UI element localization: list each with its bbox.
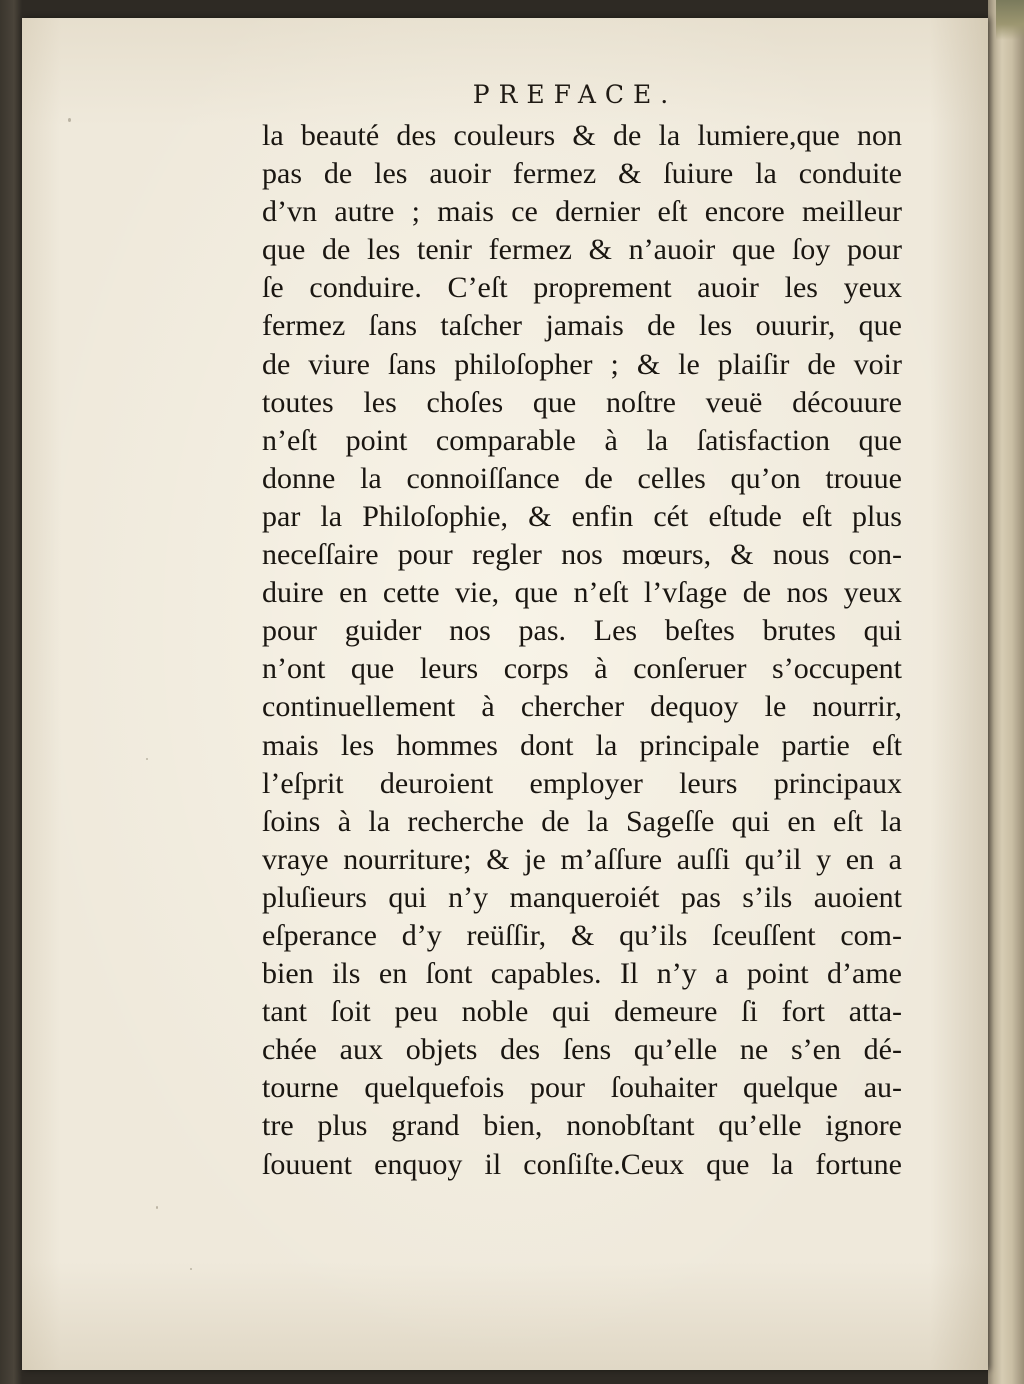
- text-line: n’ont que leurs corps à conſeruer s’occupent: [262, 652, 902, 686]
- text-line: pour guider nos pas. Les beſtes brutes qui: [262, 614, 902, 648]
- text-line: eſperance d’y reüſſir, & qu’ils ſceuſſent com-: [262, 918, 902, 952]
- binding-ribbon: [996, 0, 1024, 40]
- text-line: tre plus grand bien, nonobſtant qu’elle ignore: [262, 1109, 902, 1143]
- text-line: ſoins à la recherche de la Sageſſe qui en eſt la: [262, 804, 902, 838]
- body-text: [262, 117, 902, 1184]
- text-line: d’vn autre ; mais ce dernier eſt encore meilleur: [262, 195, 902, 229]
- text-line: tant ſoit peu noble qui demeure ſi fort atta-: [262, 995, 902, 1029]
- text-line: vraye nourriture; & je m’aſſure auſſi qu’il y en a: [262, 842, 902, 876]
- running-head: PREFACE.: [472, 80, 678, 109]
- text-line: de viure ſans philoſopher ; & le plaiſir de voir: [262, 347, 902, 381]
- text-line: n’eſt point comparable à la ſatisfaction que: [262, 423, 902, 457]
- text-line: l’eſprit deuroient employer leurs principaux: [262, 766, 902, 800]
- text-line: bien ils en ſont capables. Il n’y a point d’ame: [262, 957, 902, 991]
- text-line: la beauté des couleurs & de la lumiere,que non: [262, 119, 902, 152]
- text-line: chée aux objets des ſens qu’elle ne s’en dé-: [262, 1033, 902, 1067]
- text-line: donne la connoiſſance de celles qu’on trouue: [262, 461, 902, 495]
- paper-speck: [190, 1268, 192, 1270]
- text-line: tourne quelquefois pour ſouhaiter quelque au-: [262, 1071, 902, 1105]
- text-line: duire en cette vie, que n’eſt l’vſage de nos yeux: [262, 576, 902, 610]
- paper-speck: [156, 1206, 158, 1209]
- text-line: que de les tenir fermez & n’auoir que ſoy pour: [262, 233, 902, 267]
- page-edge-stack: [988, 0, 1024, 1384]
- text-line: neceſſaire pour regler nos mœurs, & nous con-: [262, 538, 902, 572]
- text-line: fermez ſans taſcher jamais de les ouurir, que: [262, 309, 902, 343]
- text-line: pluſieurs qui n’y manqueroiét pas s’ils auoient: [262, 880, 902, 914]
- text-line: toutes les choſes que noſtre veuë découure: [262, 385, 902, 419]
- paper-speck: [68, 118, 71, 122]
- text-line: par la Philoſophie, & enfin cét eſtude eſt plus: [262, 499, 902, 533]
- paper-speck: [146, 758, 148, 760]
- text-line: continuellement à chercher dequoy le nourrir,: [262, 690, 902, 724]
- text-line: mais les hommes dont la principale partie eſt: [262, 728, 902, 762]
- text-line: ſouuent enquoy il conſiſte.Ceux que la fortune: [262, 1147, 902, 1181]
- text-line: ſe conduire. C’eſt proprement auoir les yeux: [262, 271, 902, 305]
- text-line: pas de les auoir fermez & ſuiure la conduite: [262, 157, 902, 191]
